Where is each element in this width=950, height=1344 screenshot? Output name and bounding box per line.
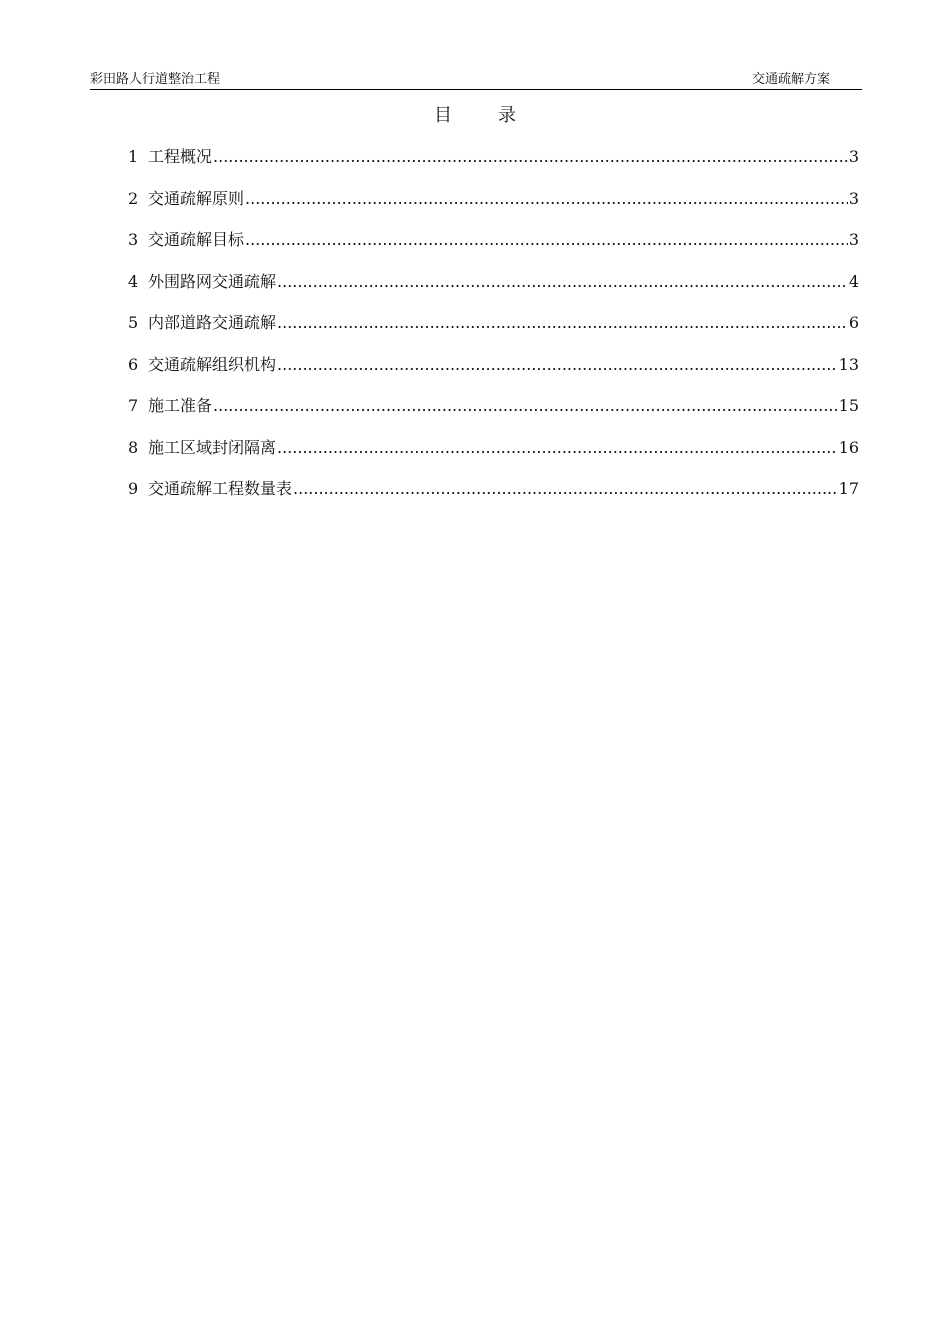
toc-entry-title: 内部道路交通疏解 xyxy=(148,313,277,332)
toc-entry-title: 工程概况 xyxy=(148,147,213,166)
toc-entry-number: 8 xyxy=(128,437,139,457)
toc-entry-page: 16 xyxy=(838,437,859,457)
toc-title-char-2: 录 xyxy=(498,105,516,126)
toc-entry-number: 5 xyxy=(128,313,139,332)
toc-entry-title: 施工区域封闭隔离 xyxy=(148,437,277,457)
toc-entry-title: 施工准备 xyxy=(148,396,213,415)
toc-dot-leader xyxy=(213,145,848,169)
toc-entry-title: 外围路网交通疏解 xyxy=(148,271,277,291)
toc-title xyxy=(0,104,950,128)
toc-entry-number: 2 xyxy=(128,188,139,208)
toc-entry[interactable] xyxy=(128,145,859,187)
toc-entry-number: 1 xyxy=(128,147,139,166)
toc-entry-number: 9 xyxy=(128,479,139,498)
toc-dot-leader xyxy=(245,228,848,252)
page-header xyxy=(90,70,862,90)
toc-title-char-1: 目 xyxy=(434,105,452,126)
toc-entry-page: 15 xyxy=(838,396,859,415)
toc-entry[interactable] xyxy=(128,187,859,229)
toc-entry[interactable] xyxy=(128,477,859,519)
toc-entry-number: 4 xyxy=(128,271,139,291)
toc-entry[interactable] xyxy=(128,311,859,353)
header-document-type: 交通疏解方案 xyxy=(751,72,830,87)
toc-entry-page: 13 xyxy=(838,354,859,374)
toc-entry[interactable] xyxy=(128,270,859,312)
toc-dot-leader xyxy=(277,270,848,294)
table-of-contents xyxy=(128,145,859,519)
toc-entry-title: 交通疏解目标 xyxy=(148,230,245,249)
toc-entry-number: 6 xyxy=(128,354,139,374)
toc-entry-page: 4 xyxy=(848,271,859,291)
toc-dot-leader xyxy=(245,187,848,211)
toc-entry-number: 7 xyxy=(128,396,139,415)
toc-dot-leader xyxy=(277,353,838,377)
toc-dot-leader xyxy=(277,311,848,335)
toc-entry[interactable] xyxy=(128,228,859,270)
toc-dot-leader xyxy=(277,436,838,460)
toc-entry-title: 交通疏解组织机构 xyxy=(148,354,277,374)
toc-entry-page: 17 xyxy=(838,479,859,498)
toc-entry-title: 交通疏解原则 xyxy=(148,188,245,208)
toc-entry-page: 3 xyxy=(848,188,859,208)
toc-dot-leader xyxy=(293,477,838,501)
toc-entry[interactable] xyxy=(128,353,859,395)
header-project-name: 彩田路人行道整治工程 xyxy=(90,72,221,87)
toc-entry-number: 3 xyxy=(128,230,139,249)
toc-entry-title: 交通疏解工程数量表 xyxy=(148,479,293,498)
toc-entry[interactable] xyxy=(128,436,859,478)
toc-entry-page: 3 xyxy=(848,230,859,249)
toc-entry-page: 3 xyxy=(848,147,859,166)
toc-entry-page: 6 xyxy=(848,313,859,332)
toc-dot-leader xyxy=(213,394,838,418)
toc-entry[interactable] xyxy=(128,394,859,436)
